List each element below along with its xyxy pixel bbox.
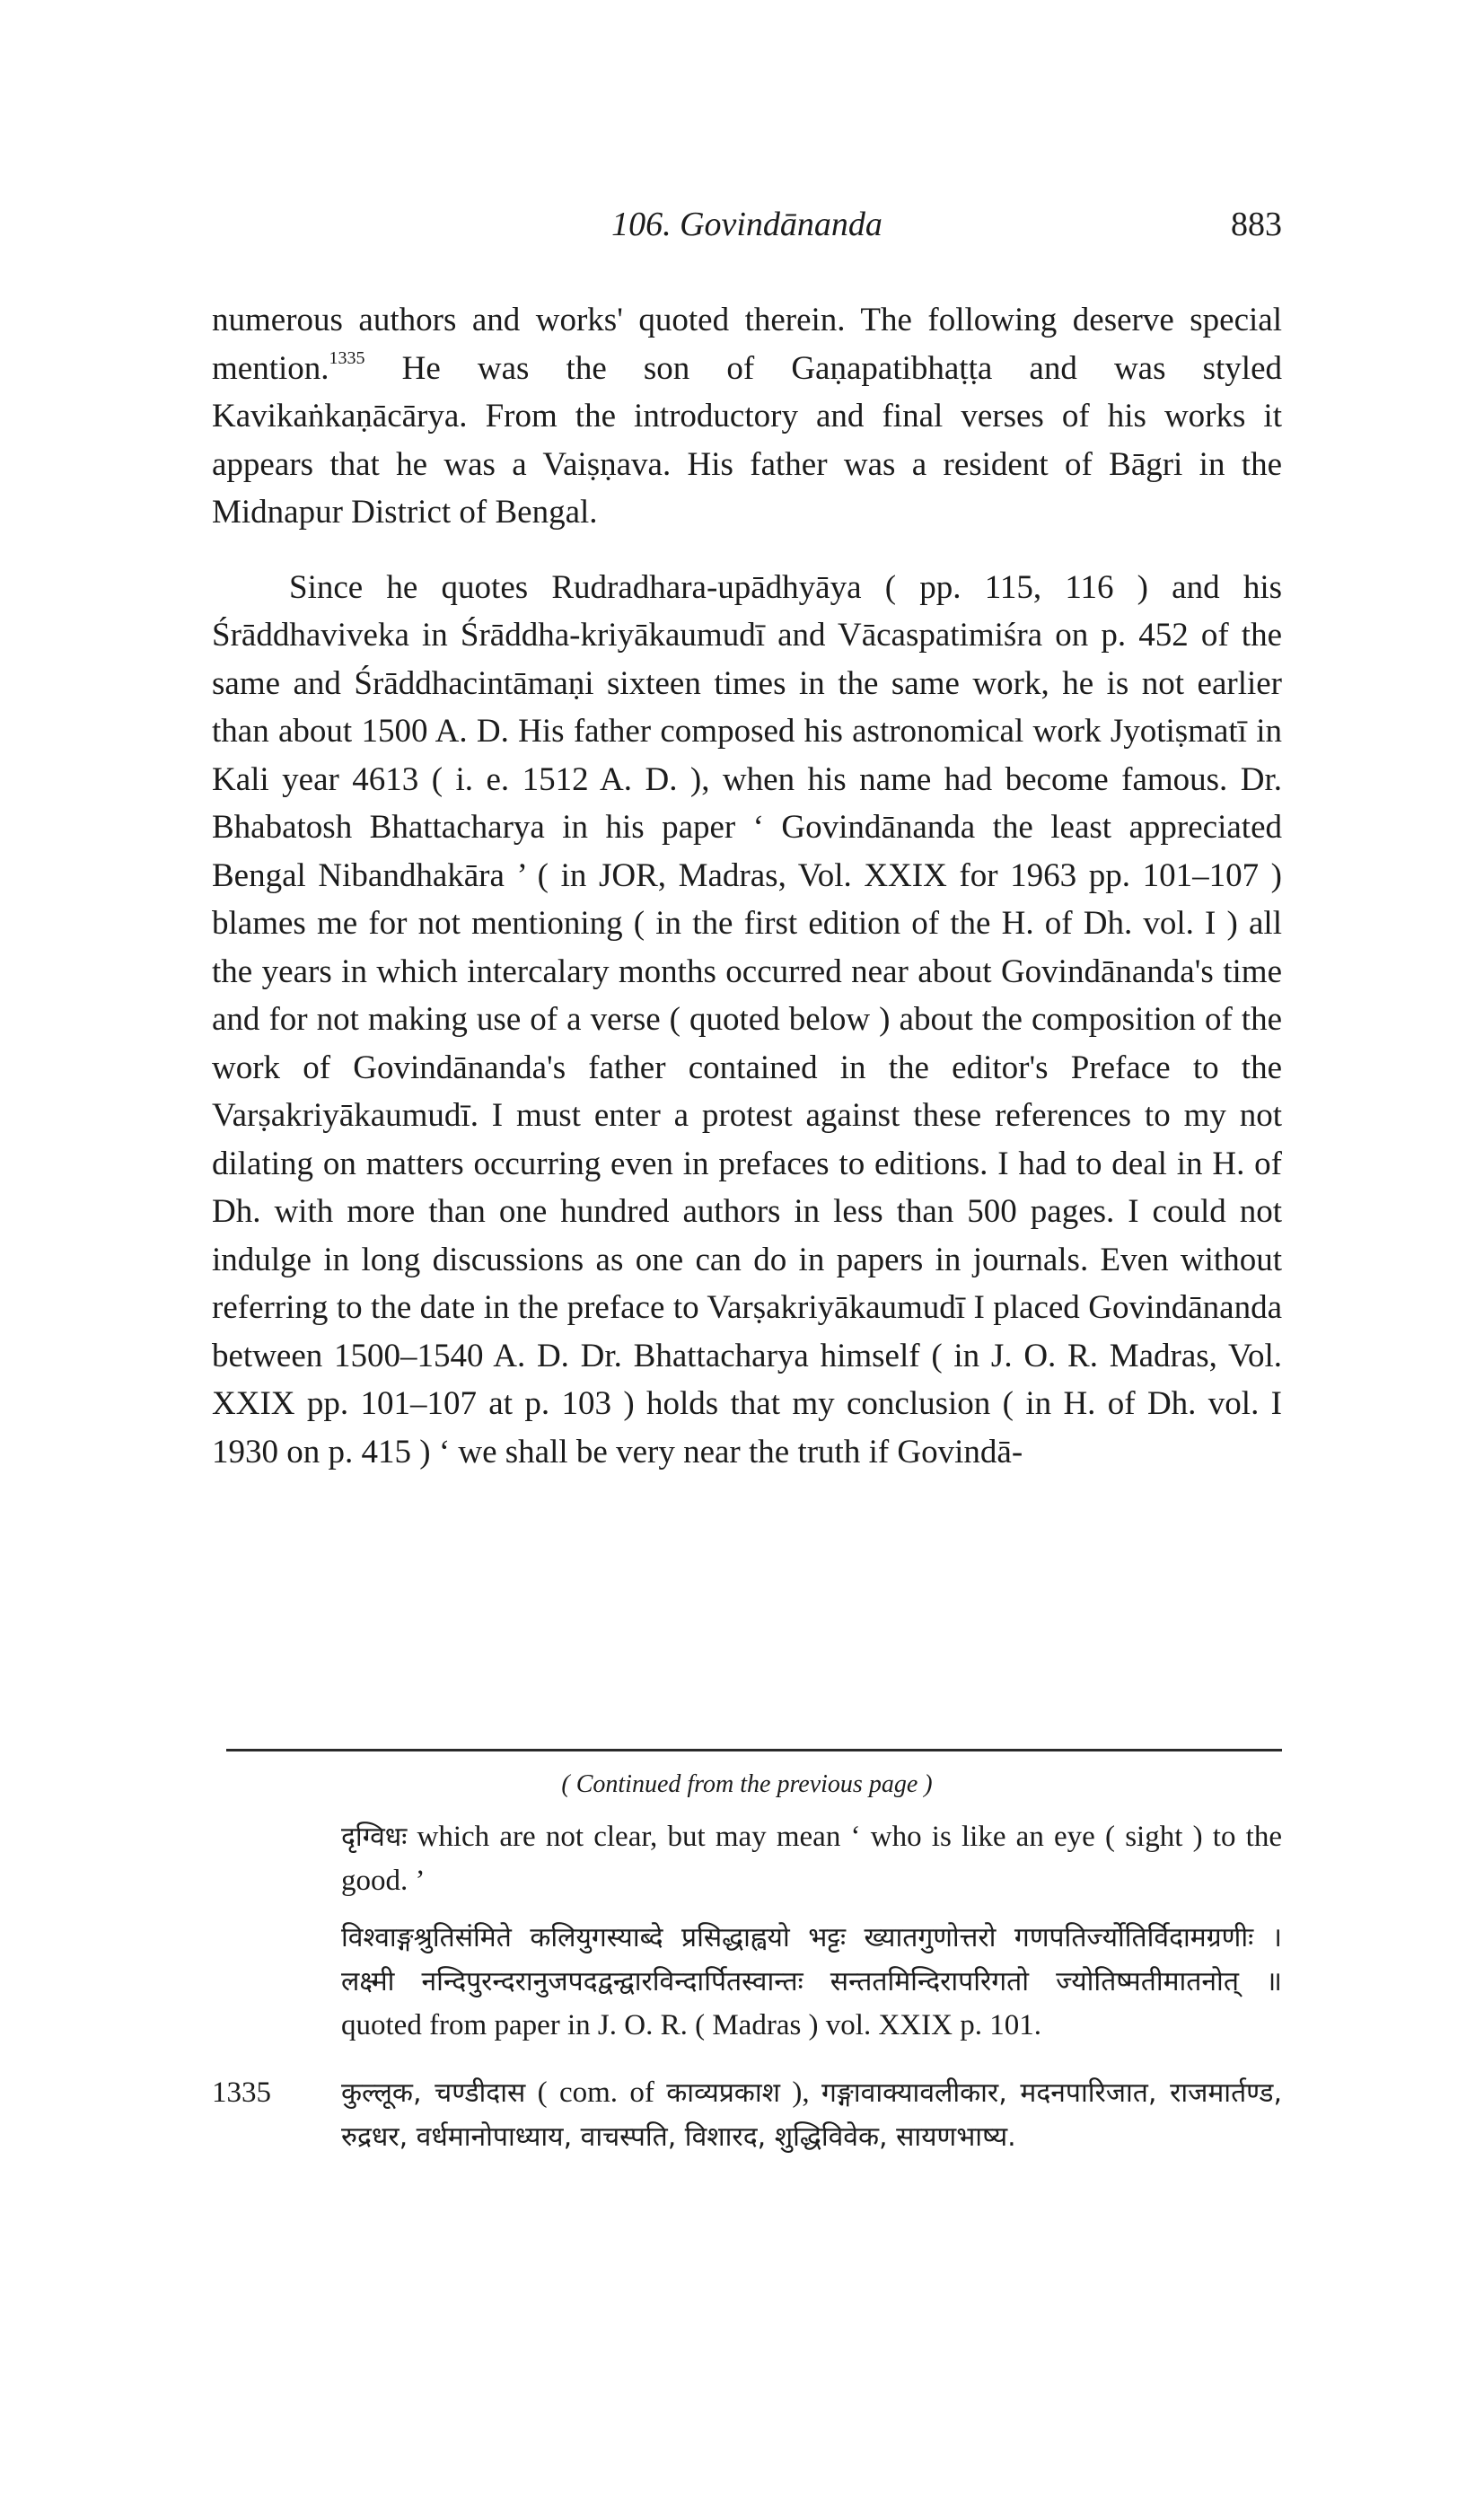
footnote-1335-text-mid: ( com. of — [525, 2076, 667, 2109]
footnote-divider — [226, 1749, 1282, 1751]
footnote-continuation-b-text: quoted from paper in J. O. R. ( Madras ) vol. XXIX p. 101. — [341, 2009, 1041, 2041]
footnote-1335-sanskrit-a: कुल्लूक, चण्डीदास — [341, 2077, 526, 2109]
main-text — [212, 296, 1282, 1476]
running-head: 106. Govindānanda — [611, 206, 882, 243]
sanskrit-term: दृग्विधः — [341, 1822, 408, 1853]
footnotes-section — [212, 1767, 1282, 2159]
footnote-continuation-a-text: which are not clear, but may mean ‘ who is like an eye ( sight ) to the good. ’ — [341, 1821, 1282, 1897]
footnote-continuation-b — [212, 1916, 1282, 2048]
paragraph-1-text-b: He was the son of Gaṇapatibhaṭṭa and was styled Kavikaṅkaṇācārya. From the introductory and final verses of his works it appears that he was a Vaiṣṇava. His father was a resident of Bāgri in the Midnapur District of Bengal. — [212, 349, 1282, 531]
footnote-1335-sanskrit-b: काव्यप्रकाश — [666, 2077, 781, 2109]
page-number: 883 — [1231, 206, 1282, 243]
footnote-1335-text-close: ), — [780, 2076, 821, 2109]
footnote-1335-sanskrit-c: गङ्गावाक्यावलीकार, मदनपारिजात, राजमार्तण्ड, रुद्रधर, वर्धमानोपाध्याय, वाचस्पति, विशारद, शुद्धिविवेक, सायणभाष्य. — [341, 2077, 1283, 2153]
paragraph-2: Since he quotes Rudradhara-upādhyāya ( pp. 115, 116 ) and his Śrāddhaviveka in Śrāddha-kriyākaumudī and Vācaspatimiśra on p. 452 of the same and Śrāddhacintāmaṇi sixteen times in the same work, he is not earlier than about 1500 A. D. His father composed his astronomical work Jyotiṣmatī in Kali year 4613 ( i. e. 1512 A. D. ), when his name had become famous. Dr. Bhabatosh Bhattacharya in his paper ‘ Govindānanda the least appreciated Bengal Nibandhakāra ’ ( in JOR, Madras, Vol. XXIX for 1963 pp. 101–107 ) blames me for not mentioning ( in the first edition of the H. of Dh. vol. I ) all the years in which intercalary months occurred near about Govindānanda's time and for not making use of a verse ( quoted below ) about the composition of the work of Govindānanda's father contained in the editor's Preface to the Varṣakriyākaumudī. I must enter a protest against these references to my not dilating on matters occurring even in prefaces to editions. I had to deal in H. of Dh. with more than one hundred authors in less than 500 pages. I could not indulge in long discussions as one can do in papers in journals. Even without referring to the date in the preface to Varṣakriyākaumudī I placed Govindānanda between 1500–1540 A. D. Dr. Bhattacharya himself ( in J. O. R. Madras, Vol. XXIX pp. 101–107 at p. 103 ) holds that my conclusion ( in H. of Dh. vol. I 1930 on p. 415 ) ‘ we shall be very near the truth if Govindā- — [212, 568, 1282, 1470]
footnote-reference-1335[interactable]: 1335 — [329, 347, 365, 368]
continued-label: ( Continued from the previous page ) — [561, 1770, 933, 1798]
page-header — [212, 205, 1282, 259]
footnote-number: 1335 — [212, 2076, 271, 2109]
footnote-continuation-a — [212, 1815, 1282, 1903]
paragraph-1-text-a: numerous authors and works' quoted therein. The following deserve special mention. — [212, 302, 1282, 387]
sanskrit-verse: विश्वाङ्गश्रुतिसंमिते कलियुगस्याब्दे प्रसिद्धाह्वयो भट्टः ख्यातगुणोत्तरो गणपतिर्ज्योतिर्विदामग्रणीः । लक्ष्मी नन्दिपुरन्दरानुजपदद्वन्द्वारविन्दार्पितस्वान्तः सन्ततमिन्दिरापरिगतो ज्योतिष्मतीमातनोत् ॥ — [341, 1922, 1282, 1997]
paragraph-1 — [212, 296, 1282, 537]
footnote-1335 — [212, 2071, 1282, 2159]
